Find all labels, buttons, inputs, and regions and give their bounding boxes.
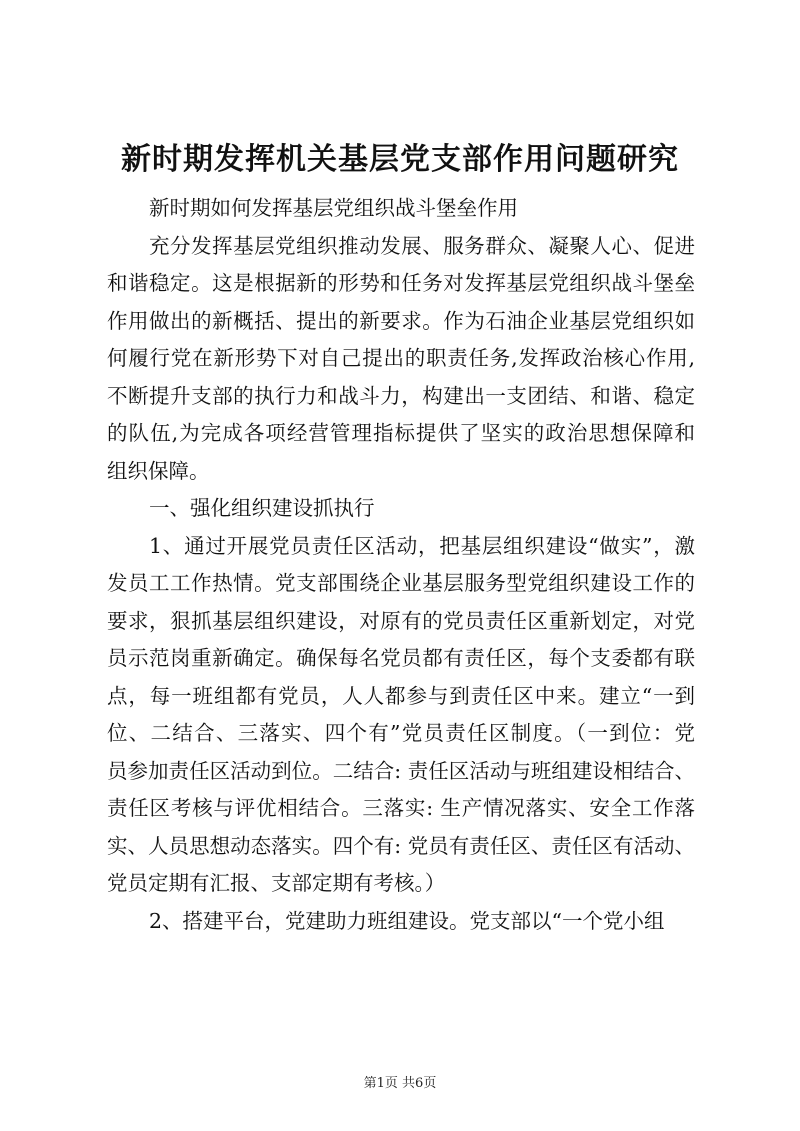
text-line: 组织保障。	[107, 458, 210, 483]
paragraph	[107, 903, 695, 941]
text-line: 员示范岗重新确定。确保每名党员都有责任区，每个支委都有联	[107, 646, 695, 670]
text-line: 和谐稳定。这是根据新的形势和任务对发挥基层党组织战斗堡垒	[107, 271, 695, 295]
text-line: 2、搭建平台，党建助力班组建设。党支部以“一个党小组	[149, 908, 665, 933]
text-line: 位、二结合、三落实、四个有”党员责任区制度。（一到位：党	[107, 721, 695, 745]
text-line: 不断提升支部的执行力和战斗力，构建出一支团结、和谐、稳定	[107, 383, 695, 408]
paragraph	[107, 490, 695, 528]
text-line: 何履行党在新形势下对自己提出的职责任务,发挥政治核心作用,	[107, 346, 695, 370]
page-footer: 第1页 共6页	[363, 1076, 437, 1091]
text-line: 一、强化组织建设抓执行	[149, 496, 375, 520]
text-line: 的队伍,为完成各项经营管理指标提供了坚实的政治思想保障和	[107, 421, 695, 445]
text-line: 发员工工作热情。党支部围绕企业基层服务型党组织建设工作的	[107, 571, 695, 595]
paragraph	[107, 190, 695, 228]
text-line: 新时期如何发挥基层党组织战斗堡垒作用	[149, 196, 518, 220]
document-title: 新时期发挥机关基层党支部作用问题研究	[121, 142, 679, 177]
text-line: 责任区考核与评优相结合。三落实: 生产情况落实、安全工作落	[107, 796, 695, 820]
paragraph	[107, 228, 695, 491]
text-line: 作用做出的新概括、提出的新要求。作为石油企业基层党组织如	[107, 308, 695, 333]
text-line: 1、通过开展党员责任区活动，把基层组织建设“做实”，激	[149, 533, 695, 558]
text-line: 要求，狠抓基层组织建设，对原有的党员责任区重新划定，对党	[107, 608, 695, 633]
paragraph	[107, 528, 695, 903]
text-line: 党员定期有汇报、支部定期有考核。）	[107, 871, 446, 895]
text-line: 员参加责任区活动到位。二结合: 责任区活动与班组建设相结合、	[107, 758, 695, 783]
text-line: 实、人员思想动态落实。四个有: 党员有责任区、责任区有活动、	[107, 833, 695, 858]
text-line: 充分发挥基层党组织推动发展、服务群众、凝聚人心、促进	[149, 233, 695, 258]
text-line: 点，每一班组都有党员，人人都参与到责任区中来。建立“一到	[107, 683, 695, 708]
document-body	[107, 190, 695, 940]
